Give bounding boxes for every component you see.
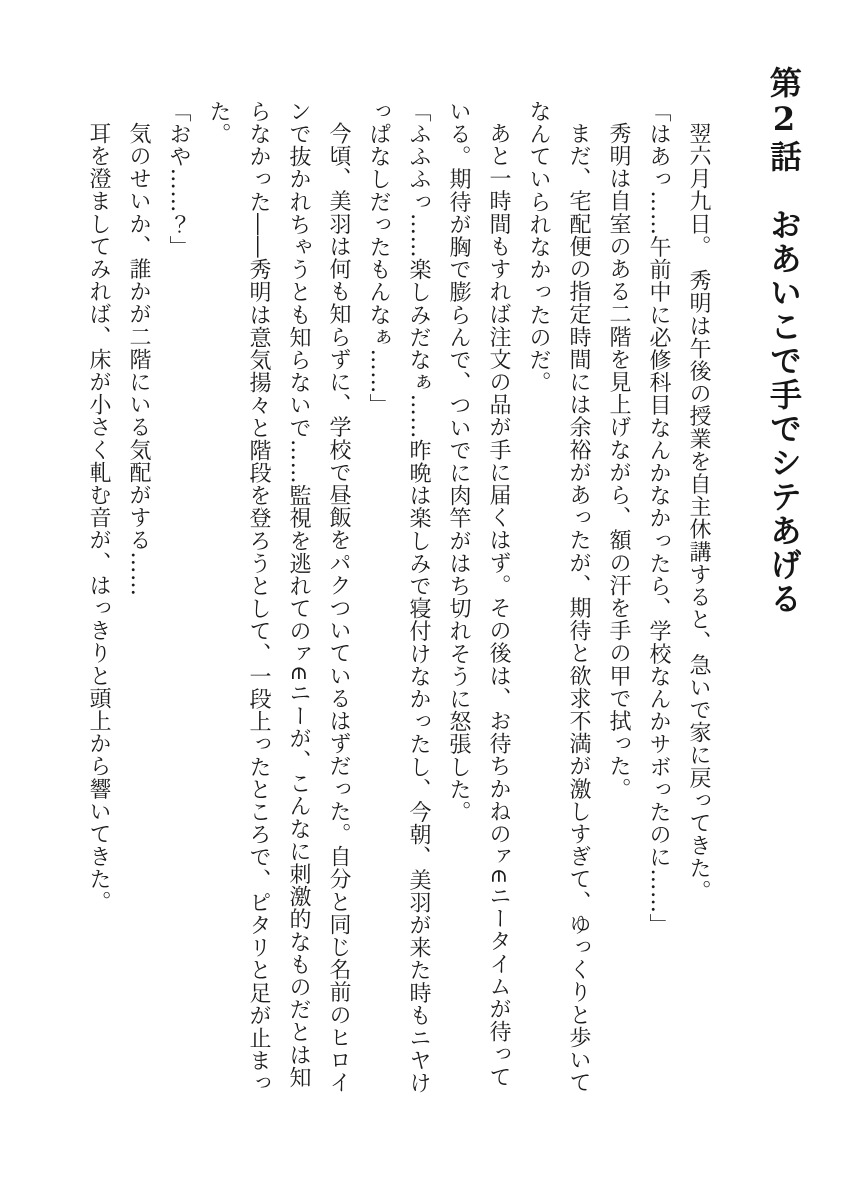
text-line-16: 耳を澄ましてみれば、床が小さく軋む音が、はっきりと頭上から響いてきた。 bbox=[86, 122, 111, 913]
text-line-4: まだ、宅配便の指定時間には余裕があったが、期待と欲求不満が激しすぎて、ゆっくりと歩いて bbox=[566, 122, 591, 1094]
body-text bbox=[78, 100, 718, 1110]
text-line-3: 秀明は自室のある二階を見上げながら、額の汗を手の甲で拭った。 bbox=[606, 122, 631, 800]
chapter-title: 第2話 おあいこで手でシテあげる bbox=[765, 66, 803, 616]
text-line-10: 今頃、美羽は何も知らずに、学校で昼飯をパクついているはずだった。自分と同じ名前のヒロイ bbox=[326, 122, 351, 1094]
text-line-9: っぱなしだったもんなぁ……」 bbox=[366, 100, 391, 417]
text-line-12: らなかった――秀明は意気揚々と階段を登ろうとして、一段上ったところで、ピタリと足が止まっ bbox=[246, 100, 271, 1095]
text-line-14: 「おや……？」 bbox=[166, 100, 191, 259]
text-line-5: なんていられなかったのだ。 bbox=[526, 100, 551, 394]
text-line-15: 気のせいか、誰かが二階にいる気配がする…… bbox=[126, 122, 151, 597]
text-line-7: いる。期待が胸で膨らんで、ついでに肉竿がはち切れそうに怒張した。 bbox=[446, 100, 471, 824]
text-line-1: 翌六月九日。 秀明は午後の授業を自主休講すると、急いで家に戻ってきた。 bbox=[686, 122, 711, 902]
text-line-2: 「はあっ……午前中に必修科目なんかなかったら、学校なんかサボったのに……」 bbox=[646, 100, 671, 937]
text-line-13: た。 bbox=[206, 100, 231, 146]
text-line-11: ンで抜かれちゃうとも知らないで……監視を逃れてのァ∈ニーが、こんなに刺激的なものだとは知 bbox=[286, 100, 311, 1089]
text-line-6: あと一時間もすれば注文の品が手に届くはず。その後は、お待ちかねのァ∈ニータイムが待って bbox=[486, 122, 511, 1089]
text-line-8: 「ふふふっ……楽しみだなぁ……昨晩は楽しみで寝付けなかったし、今朝、美羽が来た時もニヤけ bbox=[406, 100, 431, 1095]
